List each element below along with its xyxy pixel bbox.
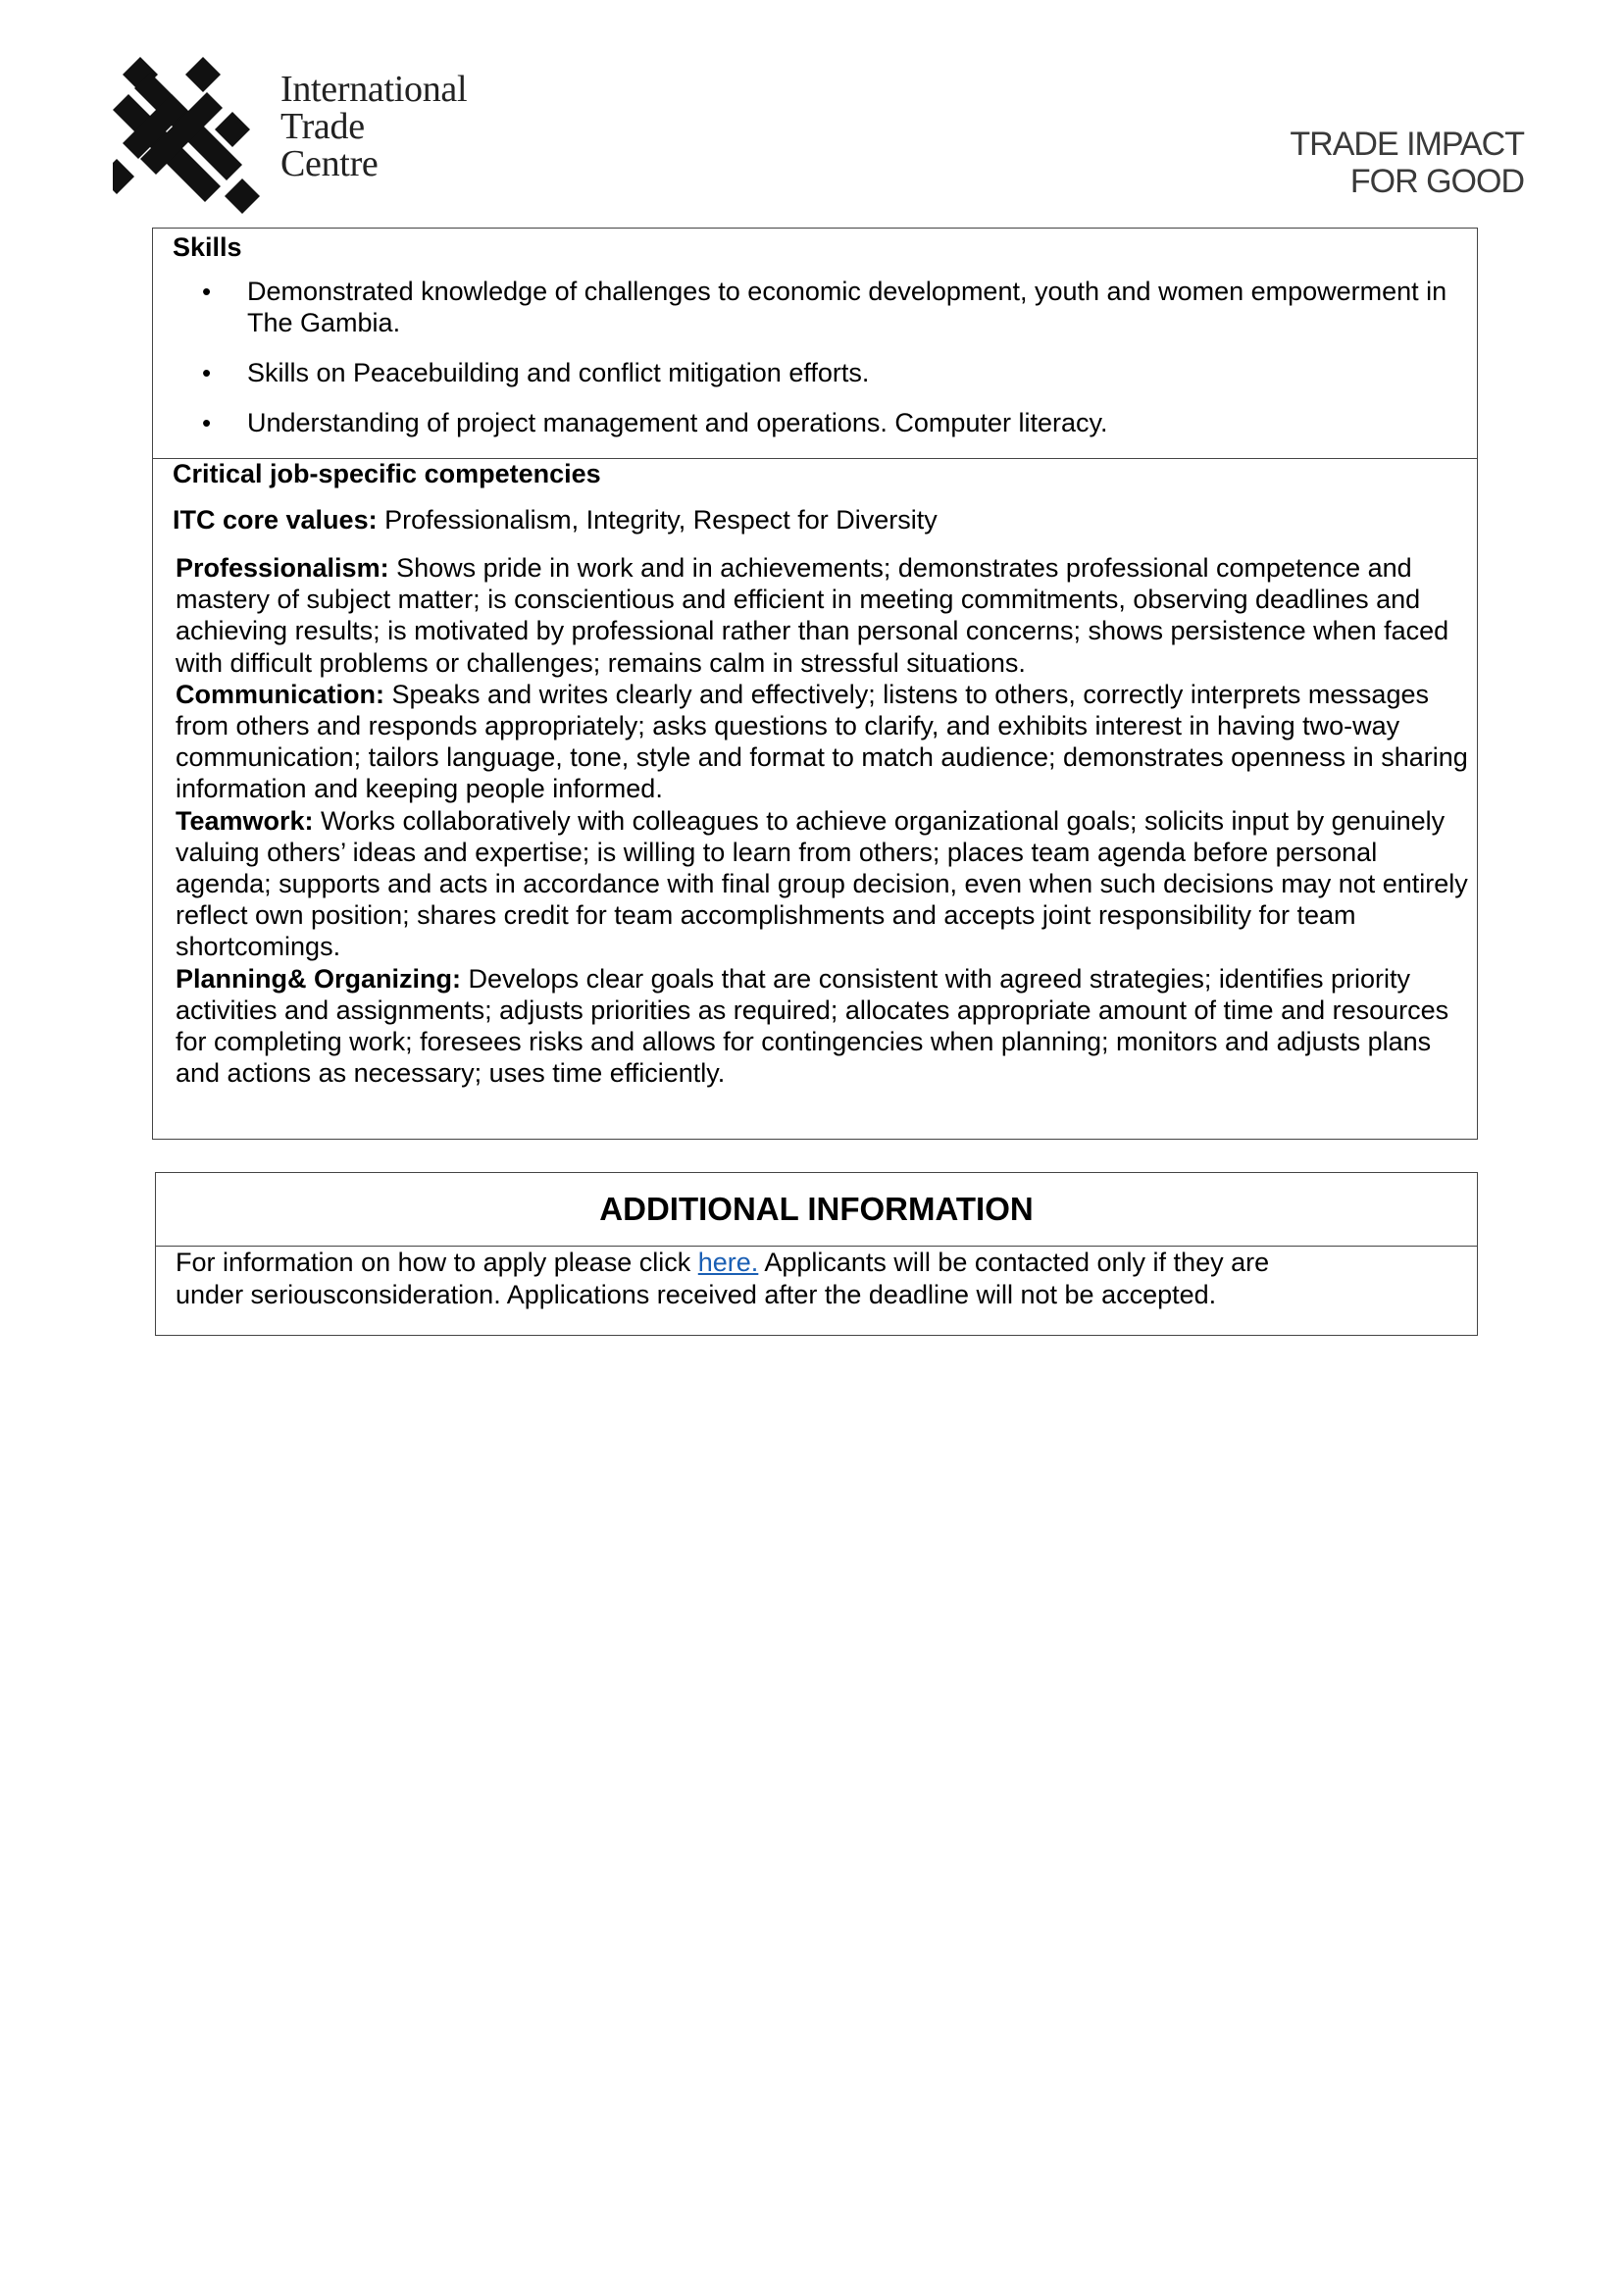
skills-list bbox=[198, 276, 1463, 457]
tagline bbox=[1290, 126, 1524, 200]
bullet-icon: • bbox=[202, 358, 212, 387]
skills-item bbox=[198, 407, 1463, 438]
logo-line-2: Trade bbox=[280, 106, 365, 147]
logo-wordmark bbox=[280, 71, 467, 182]
contact-text: Applicants will be contacted only if they are bbox=[758, 1248, 1270, 1277]
competency-text: Develops clear goals that are consistent with agreed strategies; identifies priority activities and assignments; adjusts priorities as required; allocates appropriate amount of time and resources for completing work; foresees risks and allows for contingencies when planning; monitors and adjusts plans and actions as necessary; uses time efficiently. bbox=[176, 963, 1449, 1089]
apply-text: For information on how to apply please click bbox=[176, 1248, 698, 1277]
competency-label: Communication: bbox=[176, 679, 384, 709]
tagline-line-1: TRADE IMPACT bbox=[1290, 126, 1524, 163]
logo-line-3: Centre bbox=[280, 143, 379, 184]
competency-text: Speaks and writes clearly and effectively; listens to others, correctly interprets messages from others and responds appropriately; asks questions to clarify, and exhibits interest in having two-way communication; tailors language, tone, style and format to match audience; demonstrates openness in sharing information and keeping people informed. bbox=[176, 679, 1468, 804]
skills-item-text: Skills on Peacebuilding and conflict mitigation efforts. bbox=[247, 358, 870, 387]
competency-descriptions bbox=[176, 552, 1480, 1089]
bullet-icon: • bbox=[202, 408, 212, 437]
competencies-heading: Critical job-specific competencies bbox=[173, 459, 601, 488]
tagline-line-2: FOR GOOD bbox=[1349, 163, 1524, 200]
apply-here-link[interactable]: here. bbox=[697, 1248, 759, 1277]
competency-item bbox=[176, 805, 1480, 963]
logo-line-1: International bbox=[280, 69, 468, 110]
competency-label: Teamwork: bbox=[176, 805, 314, 836]
competency-item bbox=[176, 679, 1480, 805]
skills-item bbox=[198, 357, 1463, 388]
core-values bbox=[173, 504, 938, 536]
competency-item bbox=[176, 552, 1480, 679]
competency-label: Planning& Organizing: bbox=[176, 963, 461, 994]
additional-info-box bbox=[155, 1172, 1478, 1336]
additional-info-heading: ADDITIONAL INFORMATION bbox=[156, 1173, 1477, 1247]
skills-item bbox=[198, 276, 1463, 338]
core-values-label: ITC core values: bbox=[173, 505, 378, 535]
bullet-icon: • bbox=[202, 277, 212, 306]
deadline-text: under seriousconsideration. Applications received after the deadline will not be accepted. bbox=[176, 1280, 1217, 1309]
itc-logo bbox=[113, 53, 260, 215]
skills-heading: Skills bbox=[173, 232, 242, 262]
competency-text: Shows pride in work and in achievements; demonstrates professional competence and mastery of subject matter; is conscientious and efficient in meeting commitments, observing deadlines and achieving results; is motivated by professional rather than personal concerns; shows persistence when faced with difficult problems or challenges; remains calm in stressful situations. bbox=[176, 553, 1449, 678]
skills-item-text: Demonstrated knowledge of challenges to economic development, youth and women empowerment in The Gambia. bbox=[247, 277, 1447, 337]
skills-item-text: Understanding of project management and operations. Computer literacy. bbox=[247, 408, 1108, 437]
competency-label: Professionalism: bbox=[176, 553, 389, 583]
additional-info-text bbox=[176, 1247, 1450, 1311]
competency-text: Works collaboratively with colleagues to achieve organizational goals; solicits input by genuinely valuing others’ ideas and expertise; is willing to learn from others; places team agenda before personal agenda; supports and acts in accordance with final group decision, even when such decisions may not entirely reflect own position; shares credit for team accomplishments and accepts joint responsibility for team shortcomings. bbox=[176, 805, 1468, 962]
competency-item bbox=[176, 963, 1480, 1090]
skills-competencies-table bbox=[152, 228, 1478, 1140]
core-values-text: Professionalism, Integrity, Respect for Diversity bbox=[377, 505, 938, 535]
